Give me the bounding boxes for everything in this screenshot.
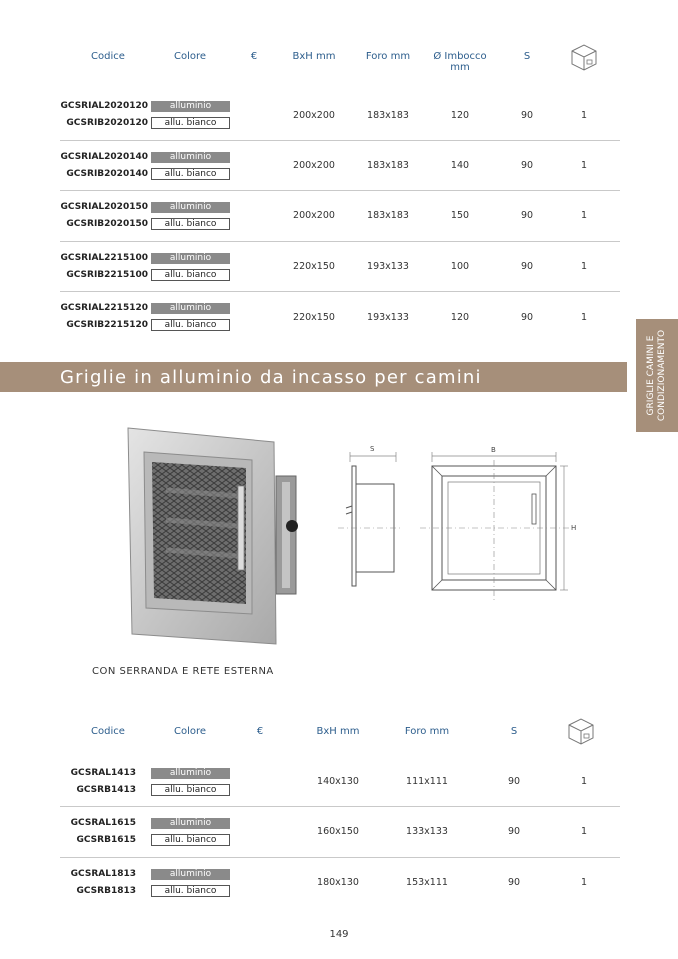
t1-row1-bxh: 200x200 — [293, 110, 335, 121]
t1-row4-code-wh: GCSRIB2215100 — [66, 270, 148, 280]
front-view-drawing — [420, 450, 570, 600]
t2-row3-swatch-al: alluminio — [151, 869, 230, 880]
side-tab-line1: GRIGLIE CAMINI E — [646, 335, 656, 416]
side-view-drawing — [338, 444, 402, 594]
t1-row2-code-wh: GCSRIB2020140 — [66, 169, 148, 179]
t1-row4-swatch-al: alluminio — [151, 253, 230, 264]
t2-row1-swatch-al: alluminio — [151, 768, 230, 779]
t1-row3-swatch-wh: allu. bianco — [151, 218, 230, 230]
t1-row3-qty: 1 — [580, 210, 588, 221]
t1-row1-qty: 1 — [580, 110, 588, 121]
side-tab-line2: CONDIZIONAMENTO — [657, 329, 667, 422]
t1-row2-foro: 183x183 — [367, 160, 409, 171]
t1-header-imbocco: Ø Imbocco mm — [433, 51, 487, 73]
t2-row2-qty: 1 — [580, 826, 588, 837]
page-number: 149 — [329, 929, 349, 940]
dim-label-s: S — [370, 445, 375, 453]
t1-row1-foro: 183x183 — [367, 110, 409, 121]
t1-header-bxh: BxH mm — [292, 51, 336, 62]
t2-row1-code-al: GCSRAL1413 — [70, 768, 136, 778]
t2-row1-foro: 111x111 — [406, 776, 448, 787]
t1-row3-foro: 183x183 — [367, 210, 409, 221]
t1-row3-code-al: GCSRIAL2020150 — [60, 202, 148, 212]
t1-row4-qty: 1 — [580, 261, 588, 272]
t2-row3-bxh: 180x130 — [317, 877, 359, 888]
t2-row3-s: 90 — [507, 877, 521, 888]
t1-row2-swatch-al: alluminio — [151, 152, 230, 163]
box-icon — [567, 718, 595, 745]
t1-row5-s: 90 — [520, 312, 534, 323]
t1-row1-swatch-wh: allu. bianco — [151, 117, 230, 129]
t1-row4-code-al: GCSRIAL2215100 — [60, 253, 148, 263]
t1-row4-foro: 193x133 — [367, 261, 409, 272]
t1-row5-foro: 193x133 — [367, 312, 409, 323]
t2-row2-swatch-al: alluminio — [151, 818, 230, 829]
t2-header-euro: € — [256, 726, 264, 737]
t2-row2-swatch-wh: allu. bianco — [151, 834, 230, 846]
t1-header-foro: Foro mm — [365, 51, 411, 62]
t1-row1-imbocco: 120 — [450, 110, 470, 121]
t2-header-s: S — [510, 726, 518, 737]
t1-row2-swatch-wh: allu. bianco — [151, 168, 230, 180]
t1-row5-swatch-al: alluminio — [151, 303, 230, 314]
t2-header-bxh: BxH mm — [316, 726, 360, 737]
t1-row5-qty: 1 — [580, 312, 588, 323]
t1-row5-bxh: 220x150 — [293, 312, 335, 323]
t1-row3-swatch-al: alluminio — [151, 202, 230, 213]
t1-row1-swatch-al: alluminio — [151, 101, 230, 112]
t1-separator — [60, 140, 620, 141]
side-category-tab — [636, 319, 678, 432]
t1-row3-bxh: 200x200 — [293, 210, 335, 221]
t2-row2-foro: 133x133 — [406, 826, 448, 837]
t2-row3-qty: 1 — [580, 877, 588, 888]
section-title: Griglie in alluminio da incasso per camini — [60, 367, 482, 388]
dim-label-h: H — [571, 524, 577, 532]
t1-separator — [60, 241, 620, 242]
product-photo — [126, 426, 302, 648]
t1-header-s: S — [523, 51, 531, 62]
t2-row2-code-wh: GCSRB1615 — [76, 835, 136, 845]
t1-row1-code-al: GCSRIAL2020120 — [60, 101, 148, 111]
t2-row3-swatch-wh: allu. bianco — [151, 885, 230, 897]
product-caption: CON SERRANDA E RETE ESTERNA — [92, 666, 274, 677]
t2-header-colore: Colore — [173, 726, 207, 737]
t1-row3-imbocco: 150 — [450, 210, 470, 221]
t1-row1-code-wh: GCSRIB2020120 — [66, 118, 148, 128]
t2-separator — [60, 857, 620, 858]
t2-row3-code-al: GCSRAL1813 — [70, 869, 136, 879]
t2-separator — [60, 806, 620, 807]
t2-row1-code-wh: GCSRB1413 — [76, 785, 136, 795]
t1-row4-bxh: 220x150 — [293, 261, 335, 272]
t2-row1-qty: 1 — [580, 776, 588, 787]
t1-header-codice: Codice — [91, 51, 125, 62]
t1-row2-bxh: 200x200 — [293, 160, 335, 171]
box-icon — [570, 44, 598, 71]
t1-row5-code-wh: GCSRIB2215120 — [66, 320, 148, 330]
t2-row3-code-wh: GCSRB1813 — [76, 886, 136, 896]
t1-row4-s: 90 — [520, 261, 534, 272]
t2-row2-code-al: GCSRAL1615 — [70, 818, 136, 828]
t1-row2-code-al: GCSRIAL2020140 — [60, 152, 148, 162]
t1-row2-imbocco: 140 — [450, 160, 470, 171]
t2-row1-s: 90 — [507, 776, 521, 787]
t1-row4-swatch-wh: allu. bianco — [151, 269, 230, 281]
t1-row3-s: 90 — [520, 210, 534, 221]
t2-row2-s: 90 — [507, 826, 521, 837]
t1-row4-imbocco: 100 — [450, 261, 470, 272]
t1-separator — [60, 291, 620, 292]
t2-header-foro: Foro mm — [404, 726, 450, 737]
t1-row5-swatch-wh: allu. bianco — [151, 319, 230, 331]
t2-header-codice: Codice — [91, 726, 125, 737]
t1-row3-code-wh: GCSRIB2020150 — [66, 219, 148, 229]
t1-row1-s: 90 — [520, 110, 534, 121]
t2-row2-bxh: 160x150 — [317, 826, 359, 837]
t2-row3-foro: 153x111 — [406, 877, 448, 888]
t2-row1-swatch-wh: allu. bianco — [151, 784, 230, 796]
t1-header-colore: Colore — [173, 51, 207, 62]
t1-row2-qty: 1 — [580, 160, 588, 171]
t1-row5-code-al: GCSRIAL2215120 — [60, 303, 148, 313]
t1-header-euro: € — [250, 51, 258, 62]
t1-separator — [60, 190, 620, 191]
t2-row1-bxh: 140x130 — [317, 776, 359, 787]
t1-row2-s: 90 — [520, 160, 534, 171]
t1-row5-imbocco: 120 — [450, 312, 470, 323]
dim-label-b: B — [491, 446, 496, 454]
